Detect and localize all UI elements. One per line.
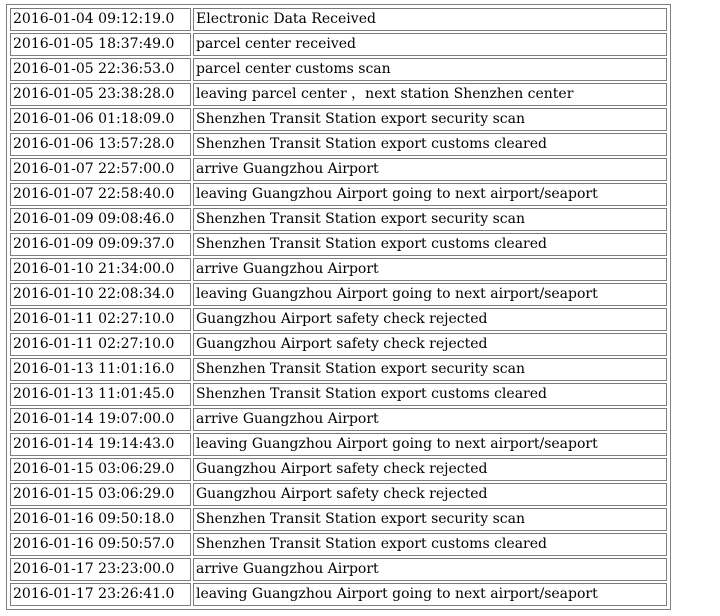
timestamp-cell: 2016-01-10 22:08:34.0: [10, 283, 191, 306]
timestamp-cell: 2016-01-15 03:06:29.0: [10, 458, 191, 481]
event-cell: Shenzhen Transit Station export security scan: [193, 208, 667, 231]
tracking-table-body: [10, 8, 667, 606]
table-row: [10, 333, 667, 356]
table-row: [10, 108, 667, 131]
event-cell: Guangzhou Airport safety check rejected: [193, 308, 667, 331]
table-row: [10, 183, 667, 206]
table-row: [10, 433, 667, 456]
event-cell: arrive Guangzhou Airport: [193, 158, 667, 181]
event-cell: Shenzhen Transit Station export customs cleared: [193, 233, 667, 256]
timestamp-cell: 2016-01-06 13:57:28.0: [10, 133, 191, 156]
event-cell: arrive Guangzhou Airport: [193, 258, 667, 281]
table-row: [10, 308, 667, 331]
timestamp-cell: 2016-01-07 22:58:40.0: [10, 183, 191, 206]
table-row: [10, 258, 667, 281]
event-cell: leaving Guangzhou Airport going to next airport/seaport: [193, 433, 667, 456]
timestamp-cell: 2016-01-09 09:08:46.0: [10, 208, 191, 231]
table-row: [10, 583, 667, 606]
table-row: [10, 508, 667, 531]
event-cell: parcel center received: [193, 33, 667, 56]
event-cell: Shenzhen Transit Station export customs cleared: [193, 133, 667, 156]
timestamp-cell: 2016-01-05 18:37:49.0: [10, 33, 191, 56]
table-row: [10, 33, 667, 56]
timestamp-cell: 2016-01-16 09:50:57.0: [10, 533, 191, 556]
event-cell: Guangzhou Airport safety check rejected: [193, 483, 667, 506]
event-cell: Guangzhou Airport safety check rejected: [193, 458, 667, 481]
timestamp-cell: 2016-01-10 21:34:00.0: [10, 258, 191, 281]
table-row: [10, 83, 667, 106]
table-row: [10, 58, 667, 81]
timestamp-cell: 2016-01-11 02:27:10.0: [10, 308, 191, 331]
timestamp-cell: 2016-01-17 23:23:00.0: [10, 558, 191, 581]
table-row: [10, 483, 667, 506]
table-row: [10, 533, 667, 556]
timestamp-cell: 2016-01-11 02:27:10.0: [10, 333, 191, 356]
timestamp-cell: 2016-01-17 23:26:41.0: [10, 583, 191, 606]
event-cell: leaving Guangzhou Airport going to next airport/seaport: [193, 183, 667, 206]
event-cell: arrive Guangzhou Airport: [193, 408, 667, 431]
timestamp-cell: 2016-01-05 22:36:53.0: [10, 58, 191, 81]
timestamp-cell: 2016-01-14 19:07:00.0: [10, 408, 191, 431]
table-row: [10, 358, 667, 381]
event-cell: leaving Guangzhou Airport going to next airport/seaport: [193, 583, 667, 606]
event-cell: Shenzhen Transit Station export security scan: [193, 108, 667, 131]
timestamp-cell: 2016-01-05 23:38:28.0: [10, 83, 191, 106]
table-row: [10, 408, 667, 431]
table-row: [10, 383, 667, 406]
event-cell: Shenzhen Transit Station export customs cleared: [193, 533, 667, 556]
timestamp-cell: 2016-01-06 01:18:09.0: [10, 108, 191, 131]
event-cell: parcel center customs scan: [193, 58, 667, 81]
event-cell: Shenzhen Transit Station export customs cleared: [193, 383, 667, 406]
timestamp-cell: 2016-01-16 09:50:18.0: [10, 508, 191, 531]
timestamp-cell: 2016-01-13 11:01:16.0: [10, 358, 191, 381]
table-row: [10, 558, 667, 581]
tracking-table: [6, 4, 671, 610]
event-cell: Shenzhen Transit Station export security scan: [193, 358, 667, 381]
event-cell: leaving Guangzhou Airport going to next airport/seaport: [193, 283, 667, 306]
timestamp-cell: 2016-01-07 22:57:00.0: [10, 158, 191, 181]
event-cell: Shenzhen Transit Station export security scan: [193, 508, 667, 531]
table-row: [10, 133, 667, 156]
table-row: [10, 8, 667, 31]
table-row: [10, 283, 667, 306]
table-row: [10, 208, 667, 231]
table-row: [10, 458, 667, 481]
timestamp-cell: 2016-01-04 09:12:19.0: [10, 8, 191, 31]
event-cell: arrive Guangzhou Airport: [193, 558, 667, 581]
event-cell: leaving parcel center ，next station Shenzhen center: [193, 83, 667, 106]
event-cell: Guangzhou Airport safety check rejected: [193, 333, 667, 356]
event-cell: Electronic Data Received: [193, 8, 667, 31]
timestamp-cell: 2016-01-14 19:14:43.0: [10, 433, 191, 456]
timestamp-cell: 2016-01-15 03:06:29.0: [10, 483, 191, 506]
table-row: [10, 158, 667, 181]
table-row: [10, 233, 667, 256]
timestamp-cell: 2016-01-09 09:09:37.0: [10, 233, 191, 256]
timestamp-cell: 2016-01-13 11:01:45.0: [10, 383, 191, 406]
